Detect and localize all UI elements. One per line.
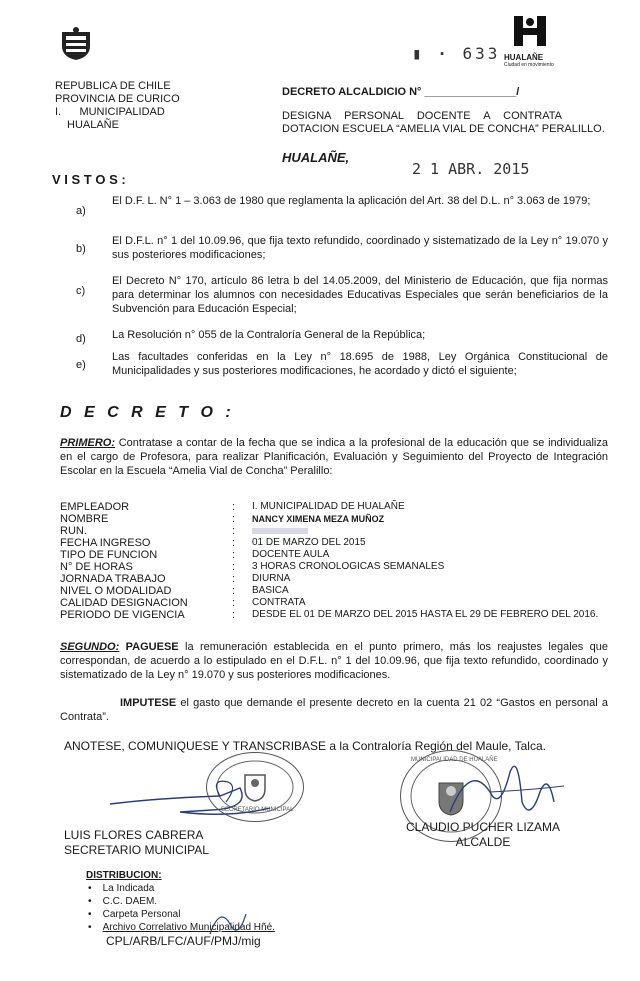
vistos-letter-e: e) <box>76 359 86 371</box>
logo-tagline: Ciudad en movimiento <box>504 62 554 68</box>
vistos-letter-c: c) <box>76 285 86 297</box>
impute-bold: IMPUTESE <box>120 697 177 709</box>
logo-text: HUALAÑE <box>504 53 544 62</box>
list-item: • Archivo Correlativo Municipalidad Hñé. <box>88 922 275 933</box>
field-value: DIURNA <box>252 573 291 584</box>
primero-label: PRIMERO: <box>60 437 115 449</box>
bullet-icon: • <box>88 909 103 920</box>
field-colon: : <box>232 609 236 621</box>
field-label: CALIDAD DESIGNACION <box>60 597 188 609</box>
vistos-title: V I S T O S : <box>52 172 126 187</box>
field-value: 01 DE MARZO DEL 2015 <box>252 537 366 548</box>
header-line-4: HUALAÑE <box>67 119 119 131</box>
header-line-1: REPUBLICA DE CHILE <box>55 80 171 92</box>
field-colon: : <box>232 513 236 525</box>
field-colon: : <box>232 585 236 597</box>
signature-right-block <box>398 820 568 850</box>
field-colon: : <box>232 549 236 561</box>
segundo-bold: PAGUESE <box>119 641 179 653</box>
signature-left-block <box>64 828 209 858</box>
doc-number: ▮ · 633 <box>412 44 501 63</box>
field-label: NOMBRE <box>60 513 109 525</box>
header-line-2: PROVINCIA DE CURICO <box>55 93 180 105</box>
hualane-logo <box>504 14 570 68</box>
decree-subject <box>282 110 612 136</box>
bullet-icon: • <box>88 883 103 894</box>
initials-scribble <box>200 904 260 944</box>
vistos-text-c: El Decreto N° 170, artículo 86 letra b del 14.05.2009, del Ministerio de Educación, que fija normas para determinar los alumnos con necesidades Educativas Especiales que serán beneficiarios de la Subvención para Educación Especial; <box>112 275 608 315</box>
impute-text: el gasto que demande el presente decreto en la cuenta 21 02 “Gastos en personal a Contrata”. <box>60 697 608 723</box>
field-value: DESDE EL 01 DE MARZO DEL 2015 HASTA EL 29 DE FEBRERO DEL 2016. <box>252 609 599 620</box>
subject-line-1: DESIGNA PERSONAL DOCENTE A CONTRATA <box>282 110 562 122</box>
hualane-logo-icon <box>510 14 550 48</box>
subject-line-2: DOTACION ESCUELA “AMELIA VIAL DE CONCHA” PERALILLO. <box>282 123 605 135</box>
list-item: • La Indicada <box>88 883 155 894</box>
vistos-letter-d: d) <box>76 333 86 345</box>
field-value: 3 HORAS CRONOLOGICAS SEMANALES <box>252 561 445 572</box>
field-colon: : <box>232 573 236 585</box>
stamp-right-text: MUNICIPALIDAD DE HUALAÑE <box>411 757 498 763</box>
decreto-title: D E C R E T O : <box>60 404 235 421</box>
place: HUALAÑE, <box>282 150 350 165</box>
field-label: FECHA INGRESO <box>60 537 151 549</box>
primero-text: Contratase a contar de la fecha que se indica a la profesional de la educación que se individualiza en el cargo de Profesora, para realizar Planificación, Evaluación y Seguimiento del Proyecto de Integración Escolar en la Escuela “Amelia Vial de Concha” Peralillo: <box>60 437 608 477</box>
list-item: • Carpeta Personal <box>88 909 181 920</box>
field-label: EMPLEADOR <box>60 501 130 513</box>
vistos-text-a: El D.F. L. N° 1 – 3.063 de 1980 que reglamenta la aplicación del Art. 38 del D.L. n° 3.063 de 1979; <box>112 195 591 207</box>
field-value: CONTRATA <box>252 597 306 608</box>
field-value: NANCY XIMENA MEZA MUÑOZ <box>252 514 385 524</box>
segundo-paragraph <box>60 640 608 682</box>
vistos-letter-b: b) <box>76 243 86 255</box>
bullet-icon: • <box>88 896 103 907</box>
field-colon: : <box>232 561 236 573</box>
decree-label: DECRETO ALCALDICIO N° _______________/ <box>282 86 520 98</box>
field-label: JORNADA TRABAJO <box>60 573 166 585</box>
vistos-text-d: La Resolución n° 055 de la Contraloría General de la República; <box>112 329 426 341</box>
municipal-crest-logo <box>58 26 94 62</box>
field-value: BASICA <box>252 585 289 596</box>
field-colon: : <box>232 525 236 537</box>
field-label: TIPO DE FUNCION <box>60 549 158 561</box>
field-colon: : <box>232 537 236 549</box>
list-item: • C.C. DAEM. <box>88 896 158 907</box>
doc-number-mark: ▮ · <box>412 44 463 63</box>
field-colon: : <box>232 501 236 513</box>
vistos-text-e: Las facultades conferidas en la Ley n° 18.695 de 1988, Ley Orgánica Constitucional de Municipalidades y sus posteriores modificaciones, he acordado y dictó el siguiente; <box>112 351 608 377</box>
stamp-left-text: SECRETARIO MUNICIPAL <box>221 807 294 813</box>
header-left <box>55 80 255 132</box>
field-value: DOCENTE AULA <box>252 549 330 560</box>
run-redacted <box>252 528 308 534</box>
field-colon: : <box>232 597 236 609</box>
header-line-3: I. MUNICIPALIDAD <box>55 106 165 118</box>
decree-number-blank: _______________/ <box>424 86 520 98</box>
field-value: I. MUNICIPALIDAD DE HUALAÑE <box>252 501 405 512</box>
field-label: NIVEL O MODALIDAD <box>60 585 172 597</box>
alcalde-title: ALCALDE <box>455 835 511 849</box>
impute-paragraph <box>60 696 608 724</box>
field-label: PERIODO DE VIGENCIA <box>60 609 185 621</box>
segundo-text: la remuneración establecida en el punto primero, más los reajustes legales que correspondan, de acuerdo a lo estipulado en el D.F.L. n° 1 del 10.09.96, que fija texto refundido, coordinado y sistematizado de la Ley n° 19.070 y sus posteriores modificaciones. <box>60 641 609 681</box>
alcalde-name: CLAUDIO PUCHER LIZAMA <box>405 820 561 834</box>
distribucion-title: DISTRIBUCION: <box>86 870 162 881</box>
anotese-line: ANOTESE, COMUNIQUESE Y TRANSCRIBASE a la Contraloría Región del Maule, Talca. <box>64 739 546 753</box>
field-label: N° DE HORAS <box>60 561 133 573</box>
secretario-title: SECRETARIO MUNICIPAL <box>64 843 209 857</box>
vistos-letter-a: a) <box>76 205 86 217</box>
field-label: RUN. <box>60 525 87 537</box>
secretario-name: LUIS FLORES CABRERA <box>64 828 204 842</box>
distribucion-initials: CPL/ARB/LFC/AUF/PMJ/mig <box>106 934 261 948</box>
date-stamp: 2 1 ABR. 2015 <box>412 160 530 178</box>
signature-left-scribble <box>100 768 280 828</box>
primero-paragraph <box>60 436 608 478</box>
segundo-label: SEGUNDO: <box>60 641 120 653</box>
bullet-icon: • <box>88 922 103 933</box>
vistos-text-b: El D.F.L. n° 1 del 10.09.96, que fija texto refundido, coordinado y sistematizado de la Ley n° 19.070 y sus posteriores modificaciones; <box>112 235 608 261</box>
